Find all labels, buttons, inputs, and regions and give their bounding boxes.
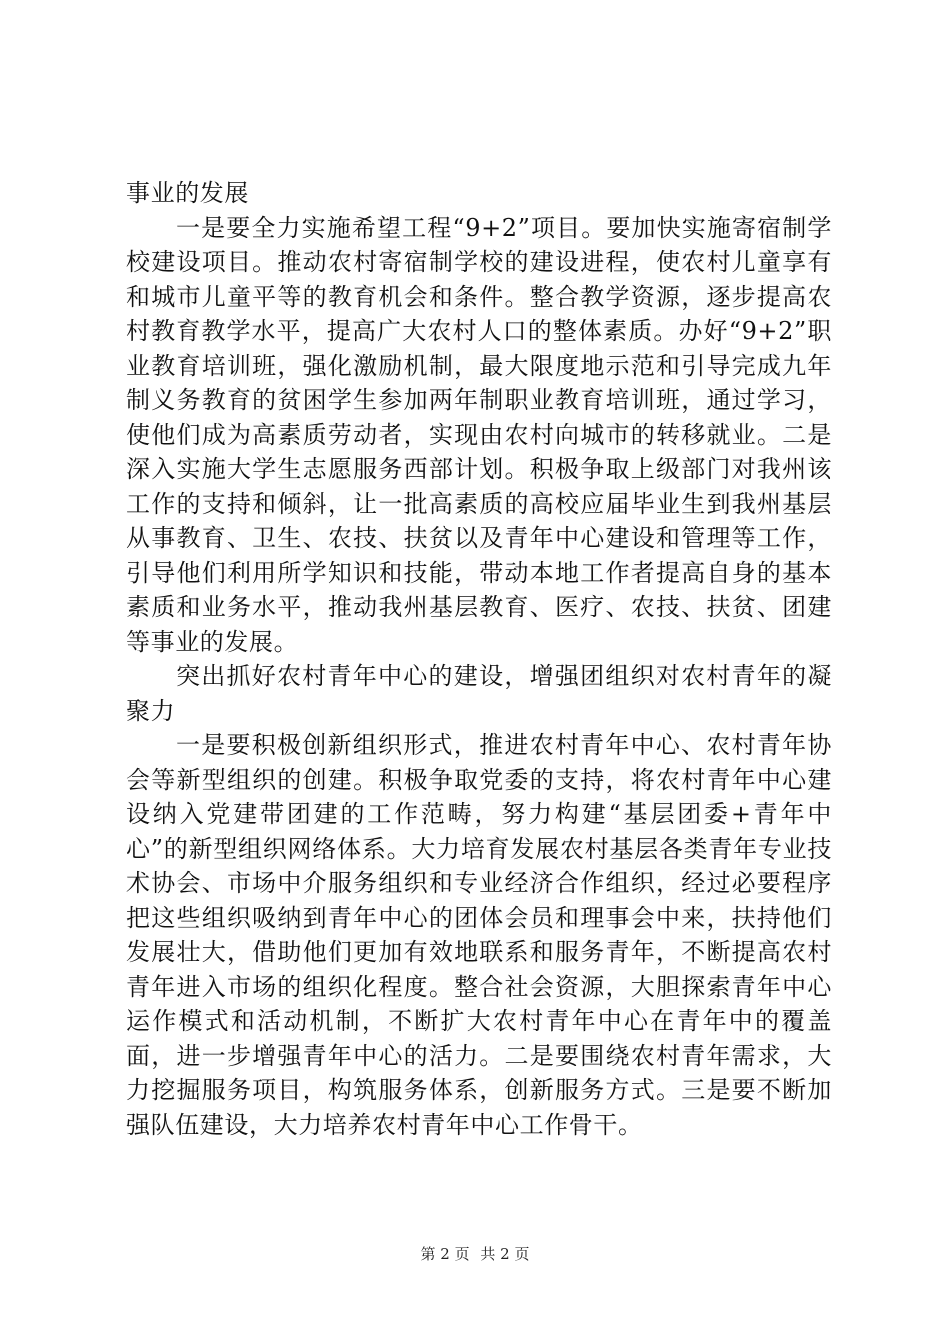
page-number: 第 2 页 — [420, 1245, 470, 1263]
page-footer — [0, 1244, 950, 1264]
paragraph-hope-project: 一是要全力实施希望工程“9+2”项目。要加快实施寄宿制学校建设项目。推动农村寄宿制学校的建设进程，使农村儿童享有和城市儿童平等的教育机会和条件。整合教学资源，逐步提高农村教育教学水平，提高广大农村人口的整体素质。办好“9+2”职业教育培训班，强化激励机制，最大限度地示范和引导完成九年制义务教育的贫困学生参加两年制职业教育培训班，通过学习，使他们成为高素质劳动者，实现由农村向城市的转移就业。二是深入实施大学生志愿服务西部计划。积极争取上级部门对我州该工作的支持和倾斜，让一批高素质的高校应届毕业生到我州基层从事教育、卫生、农技、扶贫以及青年中心建设和管理等工作，引导他们利用所学知识和技能，带动本地工作者提高自身的基本素质和业务水平，推动我州基层教育、医疗、农技、扶贫、团建等事业的发展。 — [126, 213, 832, 656]
document-body — [126, 176, 832, 1142]
paragraph-youth-center: 一是要积极创新组织形式，推进农村青年中心、农村青年协会等新型组织的创建。积极争取党委的支持，将农村青年中心建设纳入党建带团建的工作范畴，努力构建“基层团委+青年中心”的新型组织网络体系。大力培育发展农村基层各类青年专业技术协会、市场中介服务组织和专业经济合作组织，经过必要程序把这些组织吸纳到青年中心的团体会员和理事会中来，扶持他们发展壮大，借助他们更加有效地联系和服务青年，不断提高农村青年进入市场的组织化程度。整合社会资源，大胆探索青年中心运作模式和活动机制，不断扩大农村青年中心在青年中的覆盖面，进一步增强青年中心的活力。二是要围绕农村青年需求，大力挖掘服务项目，构筑服务体系，创新服务方式。三是要不断加强队伍建设，大力培养农村青年中心工作骨干。 — [126, 731, 832, 1139]
page-total: 共 2 页 — [480, 1245, 530, 1263]
paragraph-continuation: 事业的发展 — [126, 179, 249, 207]
paragraph-section-heading: 突出抓好农村青年中心的建设，增强团组织对农村青年的凝聚力 — [126, 662, 832, 725]
